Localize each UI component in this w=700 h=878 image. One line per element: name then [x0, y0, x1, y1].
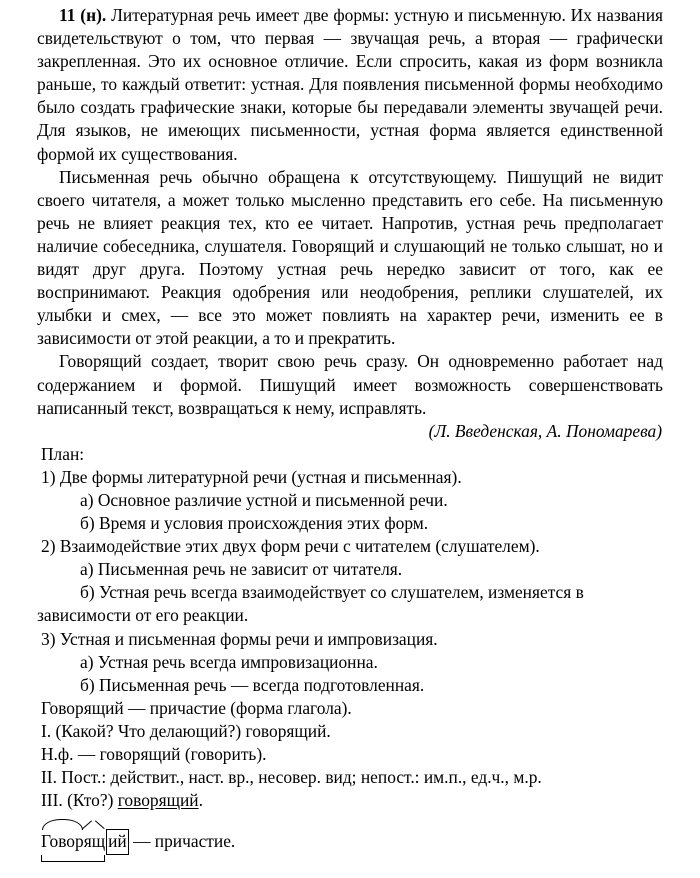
- plan-item-2a: а) Письменная речь не зависит от читателя.: [80, 559, 403, 580]
- analysis-line-3-suffix: .: [198, 790, 203, 811]
- analysis-line-3: [37, 789, 663, 812]
- exercise-paragraph-2: Письменная речь обычно обращена к отсутствующему. Пишущий не видит своего читателя, а может только мысленно представить его себе. На письменную речь не влияет реакция тех, кто ее читает. Напротив, устная речь предполагает наличие собеседника, слушателя. Говорящий и слушающий не только слышат, но и видят друг друга. Поэтому устная речь нередко зависит от того, как ее воспринимают. Реакция одобрения или неодобрения, реплики слушателей, их улыбки и смех, — все это может повлиять на характер речи, изменить ее в зависимости от этой реакции, а то и прекратить.: [37, 166, 663, 349]
- exercise-number: 11 (н).: [59, 5, 107, 25]
- morpheme-root-text: Говор: [41, 831, 84, 852]
- analysis-line-2: II. Пост.: действит., наст. вр., несовер. вид; непост.: им.п., ед.ч., м.р.: [41, 767, 542, 788]
- analysis-intro: Говорящий — причастие (форма глагола).: [41, 697, 352, 718]
- exercise-paragraph-3: Говорящий создает, творит свою речь сразу. Он одновременно работает над содержанием и формой. Пишущий имеет возможность совершенствовать написанный текст, возвращаться к нему, исправлять.: [37, 351, 663, 418]
- plan-item-1: 1) Две формы литературной речи (устная и письменная).: [41, 466, 462, 487]
- morpheme-suffix: [84, 830, 105, 853]
- suffix-caret-icon: [84, 819, 103, 829]
- plan-heading: План:: [41, 443, 85, 464]
- morpheme-suffix-text: ящ: [83, 831, 106, 852]
- plan-item-3a: а) Устная речь всегда импровизационна.: [80, 651, 378, 672]
- stem-bracket-icon: [41, 855, 105, 862]
- exercise-paragraph-1: [37, 4, 663, 166]
- plan-item-2: 2) Взаимодействие этих двух форм речи с читателем (слушателем).: [41, 536, 540, 557]
- paragraph-text: Литературная речь имеет две формы: устную и письменную. Их названия свидетельствуют о том, что первая — звучащая речь, а вторая — графически закрепленная. Это их основное отличие. Если спросить, какая из форм возникла раньше, то каждый ответит: устная. Для появления письменной формы необходимо было создать графические знаки, которые бы передавали элементы звучащей речи. Для языков, не имеющих письменности, устная форма является единственной формой их существования.: [37, 5, 663, 164]
- plan-item-1a: а) Основное различие устной и письменной речи.: [80, 489, 448, 510]
- analysis-line-3-prefix: III. (Кто?): [41, 790, 118, 811]
- morpheme-ending: [106, 829, 129, 855]
- root-arc-icon: [42, 819, 83, 830]
- analysis-line-initial-form: Н.ф. — говорящий (говорить).: [41, 744, 267, 764]
- morphemic-tail-text: — причастие.: [128, 831, 236, 852]
- morpheme-ending-text: ий: [108, 831, 127, 852]
- analysis-line-1: I. (Какой? Что делающий?) говорящий.: [41, 720, 331, 741]
- plan-item-3: 3) Устная и письменная формы речи и импровизация.: [41, 628, 438, 649]
- analysis-line-3-word: говорящий: [117, 790, 199, 811]
- text-column: [37, 4, 663, 873]
- morpheme-root: [41, 830, 84, 853]
- plan-item-3b: б) Письменная речь — всегда подготовленная.: [80, 674, 425, 695]
- source-attribution: (Л. Введенская, А. Пономарева): [428, 420, 662, 441]
- morphemic-analysis-line: [37, 818, 663, 855]
- morphemic-word: [41, 818, 129, 855]
- plan-item-1b: б) Время и условия происхождения этих форм.: [80, 513, 429, 534]
- plan-item-2b: б) Устная речь всегда взаимодействует со слушателем, изменяется в зависимости от его реакции.: [37, 582, 584, 626]
- morphemic-letters: [41, 829, 129, 855]
